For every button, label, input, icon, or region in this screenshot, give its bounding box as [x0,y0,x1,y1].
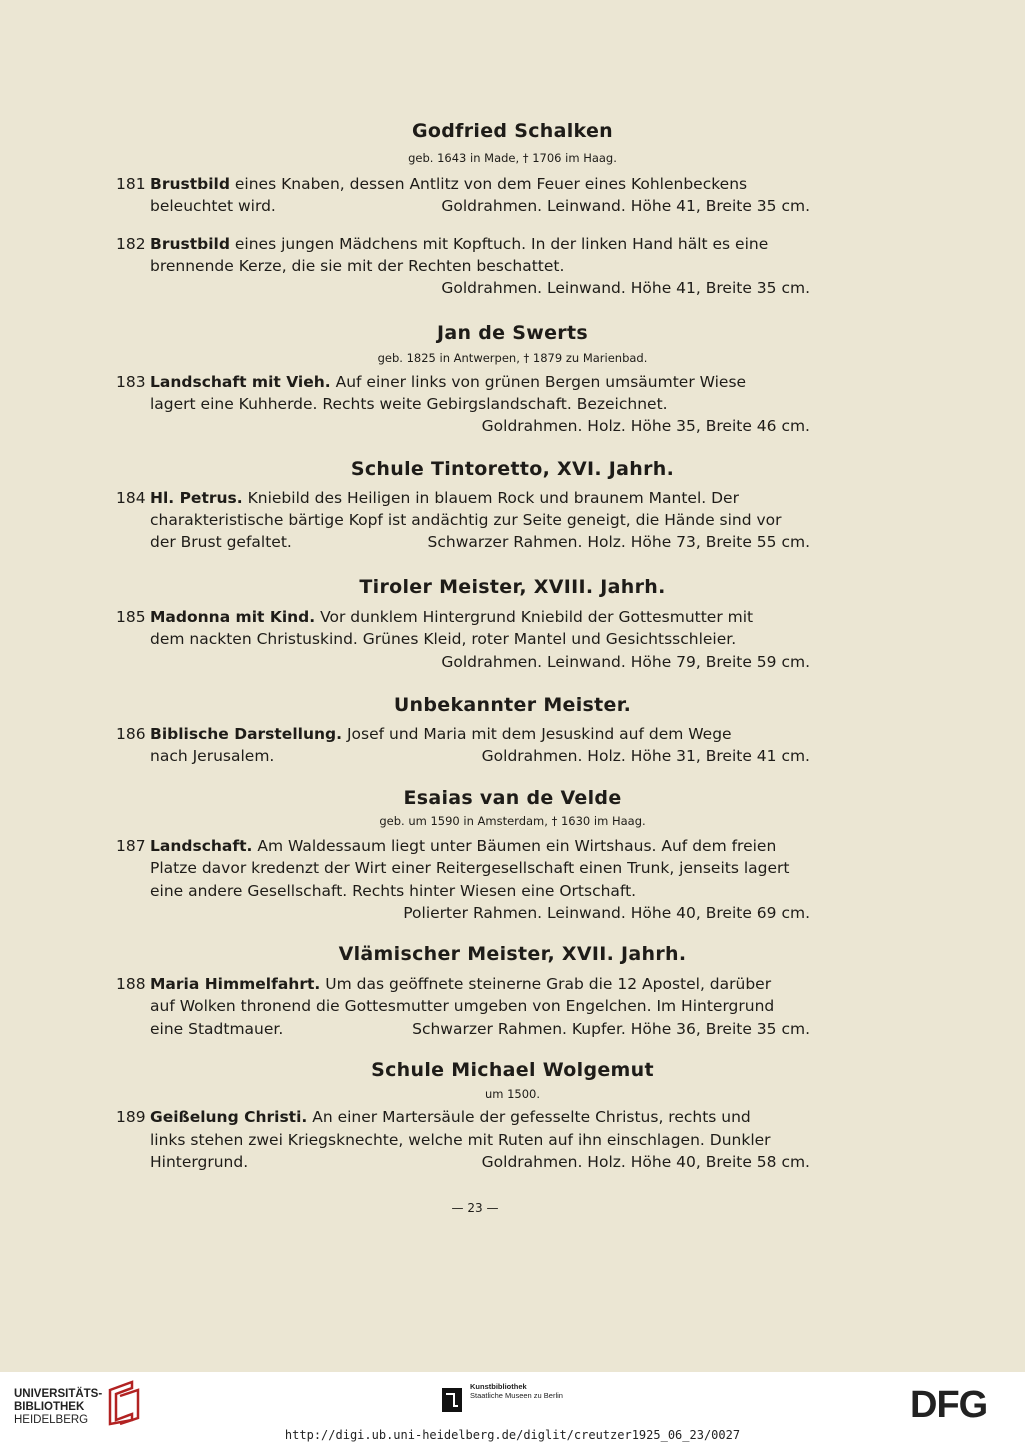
item-title: Brustbild [150,235,230,253]
item-line: brennende Kerze, die sie mit der Rechten beschattet. [150,257,565,275]
item-line: Brustbild eines Knaben, dessen Antlitz von dem Feuer eines Kohlenbeckens [150,175,748,193]
item-title: Geißelung Christi. [150,1108,308,1126]
item-line: nach Jerusalem. [150,747,275,765]
item-line: Maria Himmelfahrt. Um das geöffnete steinerne Grab die 12 Apostel, darüber [150,975,772,993]
item-line: lagert eine Kuhherde. Rechts weite Gebirgslandschaft. Bezeichnet. [150,395,668,413]
artist-heading: Jan de Swerts [437,322,588,344]
artist-life-dates: geb. 1825 in Antwerpen, † 1879 zu Marienbad. [377,351,648,365]
artist-heading: Tiroler Meister, XVIII. Jahrh. [359,576,666,598]
item-line: auf Wolken thronend die Gottesmutter umgeben von Engelchen. Im Hintergrund [150,997,775,1015]
artist-heading: Vlämischer Meister, XVII. Jahrh. [338,943,687,965]
item-title: Landschaft. [150,837,253,855]
item-title: Biblische Darstellung. [150,725,343,743]
artist-heading: Godfried Schalken [412,120,613,142]
item-line: links stehen zwei Kriegsknechte, welche mit Ruten auf ihn einschlagen. Dunkler [150,1131,771,1149]
item-line: Landschaft. Am Waldessaum liegt unter Bäumen ein Wirtshaus. Auf dem freien [150,837,777,855]
item-frame-dimensions: Goldrahmen. Leinwand. Höhe 79, Breite 59 cm. [441,653,810,671]
item-number: 185 [116,608,146,626]
item-number: 182 [116,235,146,253]
item-frame-dimensions: Schwarzer Rahmen. Holz. Höhe 73, Breite 55 cm. [427,533,810,551]
dfg-logo[interactable]: DFG [910,1384,988,1426]
item-line: eine andere Gesellschaft. Rechts hinter Wiesen eine Ortschaft. [150,882,637,900]
item-line: Brustbild eines jungen Mädchens mit Kopftuch. In der linken Hand hält es eine [150,235,769,253]
page-number: — 23 — [451,1201,499,1215]
item-line: Madonna mit Kind. Vor dunklem Hintergrund Kniebild der Gottesmutter mit [150,608,754,626]
item-title: Maria Himmelfahrt. [150,975,321,993]
artist-life-dates: um 1500. [484,1087,541,1101]
artist-life-dates: geb. 1643 in Made, † 1706 im Haag. [408,151,617,165]
item-line: Landschaft mit Vieh. Auf einer links von grünen Bergen umsäumter Wiese [150,373,747,391]
item-frame-dimensions: Goldrahmen. Holz. Höhe 40, Breite 58 cm. [481,1153,810,1171]
item-frame-dimensions: Goldrahmen. Holz. Höhe 31, Breite 41 cm. [481,747,810,765]
item-title: Landschaft mit Vieh. [150,373,331,391]
university-library-logo[interactable]: UNIVERSITÄTS- BIBLIOTHEK HEIDELBERG [14,1388,103,1426]
item-frame-dimensions: Goldrahmen. Holz. Höhe 35, Breite 46 cm. [481,417,810,435]
artist-life-dates: geb. um 1590 in Amsterdam, † 1630 im Haag. [379,814,646,828]
item-number: 189 [116,1108,146,1126]
item-number: 188 [116,975,146,993]
item-frame-dimensions: Goldrahmen. Leinwand. Höhe 41, Breite 35 cm. [441,197,810,215]
item-line: beleuchtet wird. [150,197,276,215]
artist-heading: Schule Tintoretto, XVI. Jahrh. [350,458,675,480]
item-line: eine Stadtmauer. [150,1020,284,1038]
item-number: 183 [116,373,146,391]
item-number: 186 [116,725,146,743]
artist-heading: Unbekannter Meister. [393,694,632,716]
artist-heading: Schule Michael Wolgemut [371,1059,654,1081]
item-title: Brustbild [150,175,230,193]
museum-logo[interactable]: Kunstbibliothek Staatliche Museen zu Berlin [470,1382,563,1400]
item-title: Madonna mit Kind. [150,608,316,626]
item-title: Hl. Petrus. [150,489,243,507]
item-line: der Brust gefaltet. [150,533,292,551]
item-line: Hl. Petrus. Kniebild des Heiligen in blauem Rock und braunem Mantel. Der [150,489,739,507]
item-number: 187 [116,837,146,855]
source-url[interactable]: http://digi.ub.uni-heidelberg.de/diglit/creutzer1925_06_23/0027 [284,1428,741,1442]
item-frame-dimensions: Goldrahmen. Leinwand. Höhe 41, Breite 35 cm. [441,279,810,297]
footer-bar [0,1372,1025,1446]
item-frame-dimensions: Schwarzer Rahmen. Kupfer. Höhe 36, Breite 35 cm. [412,1020,810,1038]
item-line: Biblische Darstellung. Josef und Maria mit dem Jesuskind auf dem Wege [150,725,732,743]
item-number: 181 [116,175,146,193]
item-line: charakteristische bärtige Kopf ist andächtig zur Seite geneigt, die Hände sind vor [150,511,782,529]
university-logo-icon [104,1380,144,1426]
item-frame-dimensions: Polierter Rahmen. Leinwand. Höhe 40, Breite 69 cm. [403,904,810,922]
museum-logo-icon [440,1386,464,1414]
item-line: Hintergrund. [150,1153,249,1171]
item-line: Geißelung Christi. An einer Martersäule der gefesselte Christus, rechts und [150,1108,751,1126]
item-line: Platze davor kredenzt der Wirt einer Reitergesellschaft einen Trunk, jenseits lagert [150,859,790,877]
item-number: 184 [116,489,146,507]
item-line: dem nackten Christuskind. Grünes Kleid, roter Mantel und Gesichtsschleier. [150,630,737,648]
artist-heading: Esaias van de Velde [403,787,622,809]
